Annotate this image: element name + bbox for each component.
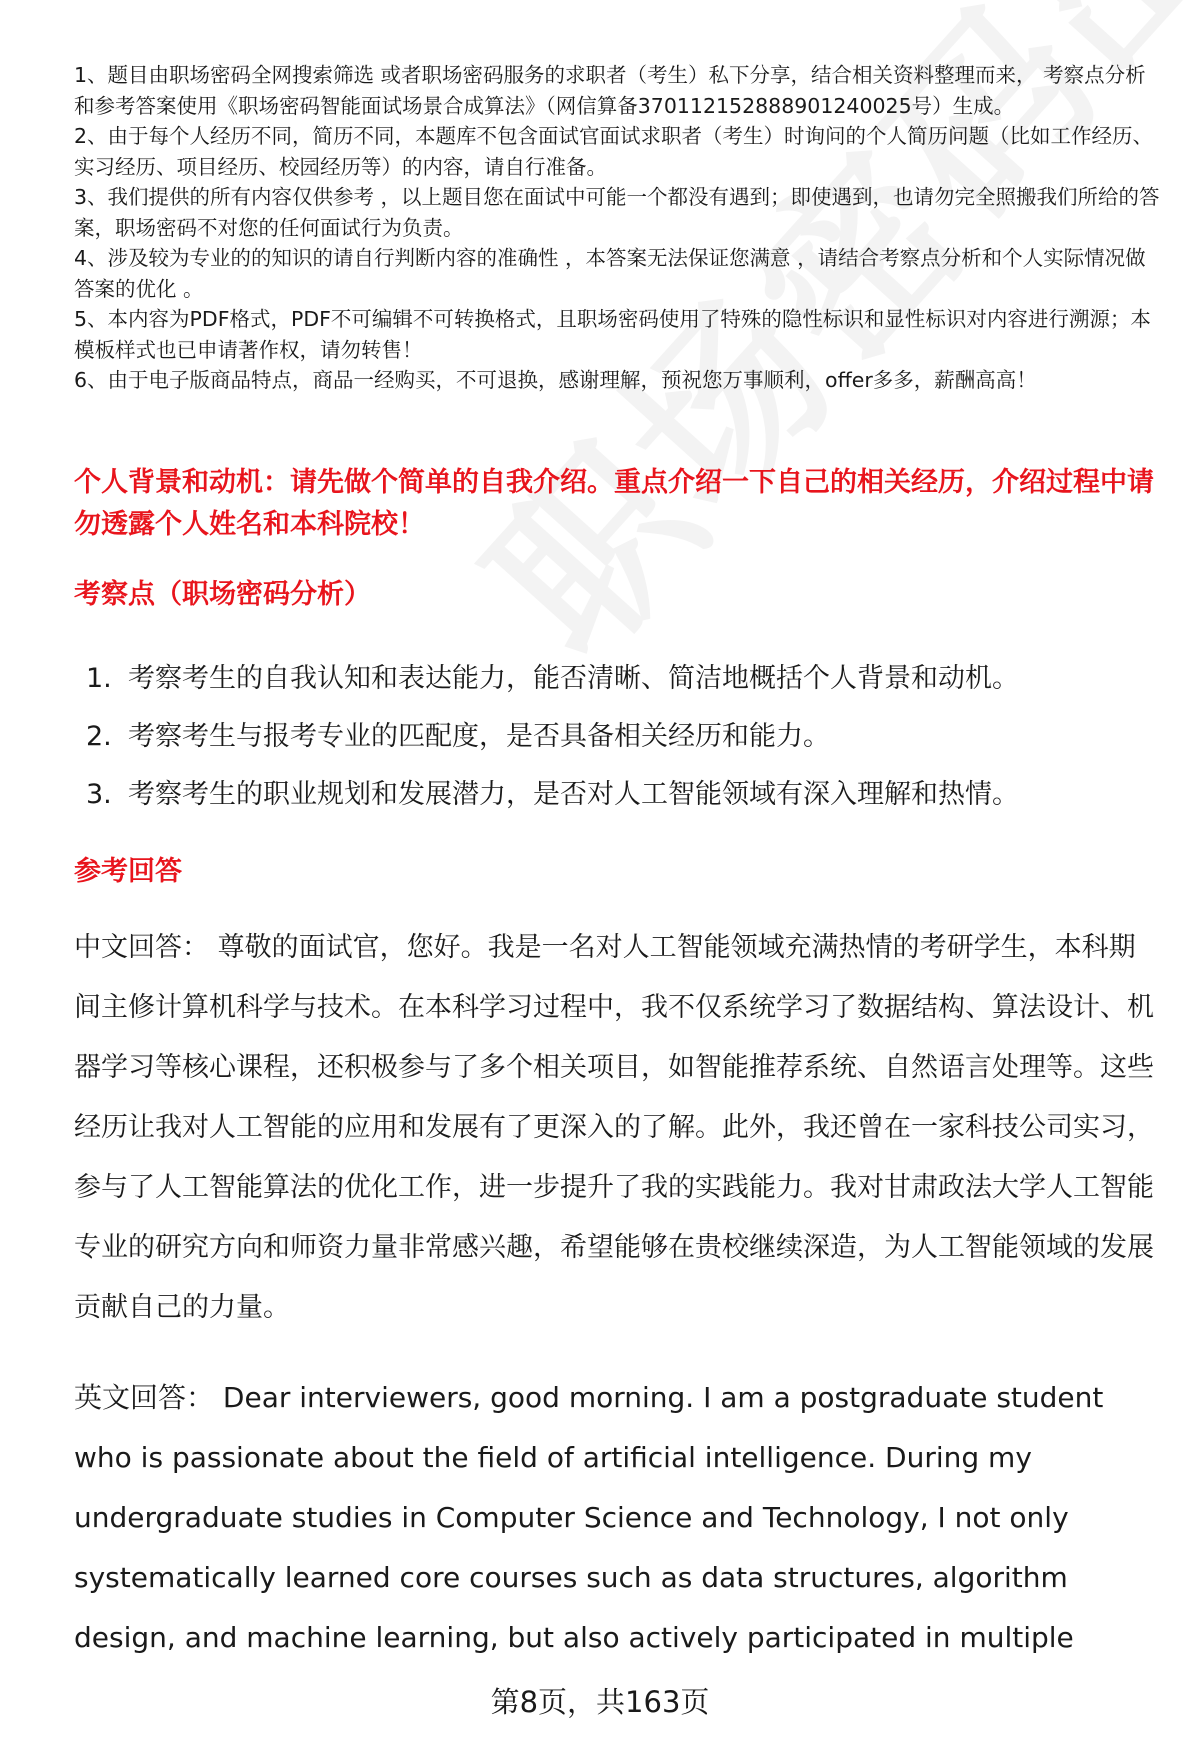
assessment-points bbox=[86, 650, 1166, 824]
point-item bbox=[86, 650, 1166, 708]
point-number: 3. bbox=[86, 779, 112, 810]
point-item bbox=[86, 766, 1166, 824]
point-text: 考察考生的职业规划和发展潜力，是否对人工智能领域有深入理解和热情。 bbox=[128, 779, 1019, 810]
note-3: 3、我们提供的所有内容仅供参考 ，以上题目您在面试中可能一个都没有遇到；即使遇到，也请勿完全照搬我们所给的答案，职场密码不对您的任何面试行为负责。 bbox=[74, 185, 1160, 240]
note-2: 2、由于每个人经历不同，简历不同，本题库不包含面试官面试求职者（考生）时询问的个人简历问题（比如工作经历、实习经历、项目经历、校园经历等）的内容，请自行准备。 bbox=[74, 124, 1154, 179]
disclaimer-notes bbox=[74, 60, 1164, 396]
answer-heading: 参考回答 bbox=[74, 856, 182, 887]
point-text: 考察考生的自我认知和表达能力，能否清晰、简洁地概括个人背景和动机。 bbox=[128, 663, 1019, 694]
points-heading: 考察点（职场密码分析） bbox=[74, 579, 371, 610]
point-text: 考察考生与报考专业的匹配度，是否具备相关经历和能力。 bbox=[128, 721, 830, 752]
point-number: 1. bbox=[86, 663, 112, 694]
note-1: 1、题目由职场密码全网搜索筛选 或者职场密码服务的求职者（考生）私下分享，结合相关资料整理而来， 考察点分析和参考答案使用《职场密码智能面试场景合成算法》（网信算备370112152888901240025号）生成。 bbox=[74, 63, 1146, 118]
page-number: 第8页，共163页 bbox=[490, 1685, 710, 1719]
note-4: 4、涉及较为专业的的知识的请自行判断内容的准确性 ，本答案无法保证您满意 ，请结合考察点分析和个人实际情况做答案的优化 。 bbox=[74, 246, 1146, 301]
point-number: 2. bbox=[86, 721, 112, 752]
note-5: 5、本内容为PDF格式，PDF不可编辑不可转换格式，且职场密码使用了特殊的隐性标识和显性标识对内容进行溯源；本模板样式也已申请著作权，请勿转售！ bbox=[74, 307, 1151, 362]
answer-chinese: 中文回答： 尊敬的面试官，您好。我是一名对人工智能领域充满热情的考研学生，本科期间主修计算机科学与技术。在本科学习过程中，我不仅系统学习了数据结构、算法设计、机器学习等核心课程，还积极参与了多个相关项目，如智能推荐系统、自然语言处理等。这些经历让我对人工智能的应用和发展有了更深入的了解。此外，我还曾在一家科技公司实习，参与了人工智能算法的优化工作，进一步提升了我的实践能力。我对甘肃政法大学人工智能专业的研究方向和师资力量非常感兴趣，希望能够在贵校继续深造，为人工智能领域的发展贡献自己的力量。 bbox=[74, 932, 1154, 1323]
answer-english: 英文回答： Dear interviewers, good morning. I am a postgraduate student who is passionate about the field of artificial intelligence. During my undergraduate studies in Computer Science and Technology, I not only systematically learned core courses such as data structures, algorithm design, and machine learning, but also actively participated in multiple bbox=[74, 1381, 1104, 1654]
note-6: 6、由于电子版商品特点，商品一经购买，不可退换，感谢理解，预祝您万事顺利，offer多多，薪酬高高！ bbox=[74, 368, 1037, 392]
point-item bbox=[86, 708, 1166, 766]
interview-question: 个人背景和动机：请先做个简单的自我介绍。重点介绍一下自己的相关经历，介绍过程中请勿透露个人姓名和本科院校！ bbox=[74, 467, 1154, 540]
